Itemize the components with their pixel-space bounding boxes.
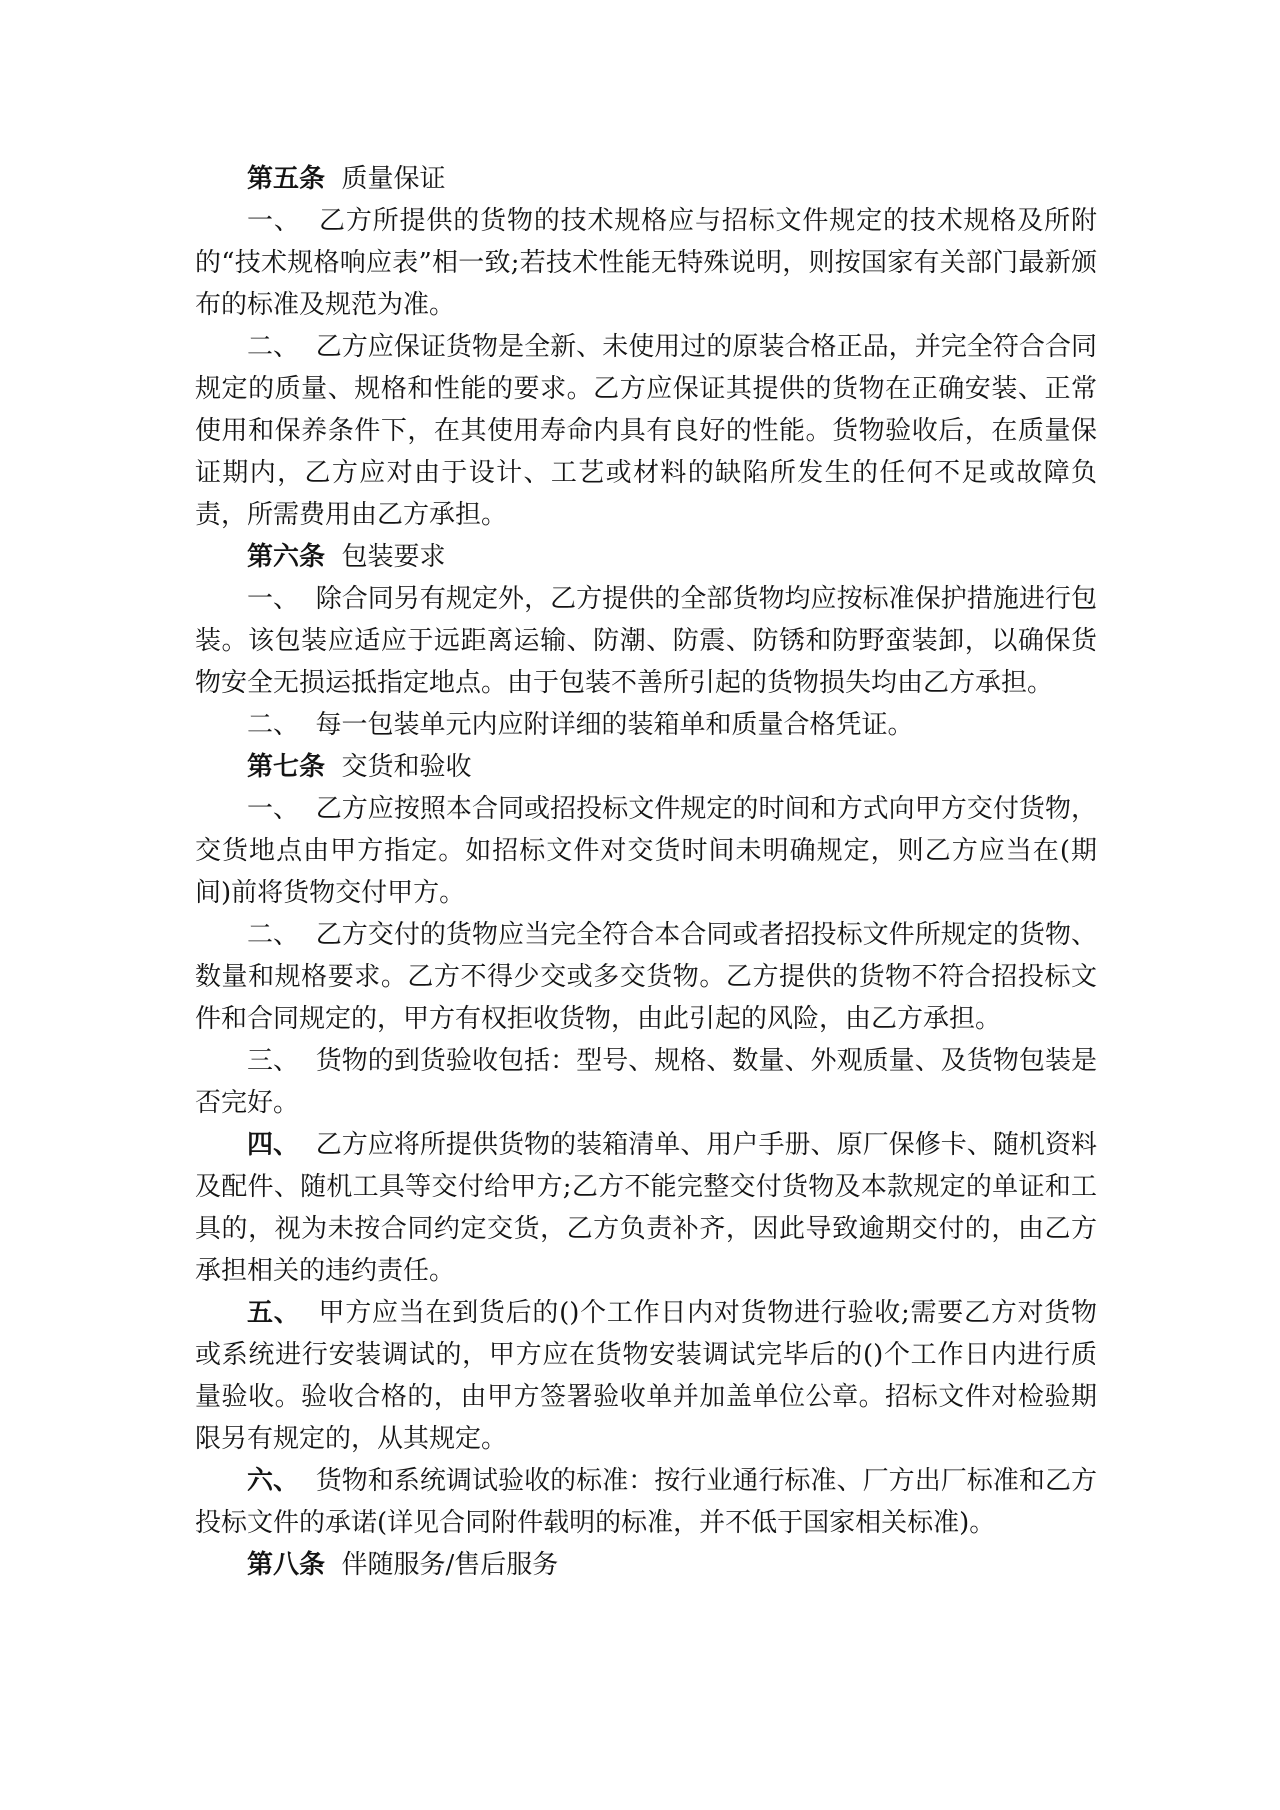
article-7-clause-1: [195, 788, 1097, 914]
article-7-clause-4: [195, 1124, 1097, 1292]
article-5-heading: [195, 158, 1097, 200]
clause-number: 四、: [247, 1130, 300, 1160]
clause-number: 二、: [247, 710, 300, 740]
article-6-label: 第六条: [247, 542, 326, 572]
clause-number: 一、: [247, 794, 300, 824]
article-6-heading: [195, 536, 1097, 578]
article-6-clause-1: [195, 578, 1097, 704]
article-6-clause-2: [195, 704, 1097, 746]
clause-text: 乙方应保证货物是全新、未使用过的原装合格正品，并完全符合合同规定的质量、规格和性能的要求。乙方应保证其提供的货物在正确安装、正常使用和保养条件下，在其使用寿命内具有良好的性能。货物验收后，在质量保证期内，乙方应对由于设计、工艺或材料的缺陷所发生的任何不足或故障负责，所需费用由乙方承担。: [195, 332, 1097, 530]
article-5-label: 第五条: [247, 164, 326, 194]
clause-text: 乙方交付的货物应当完全符合本合同或者招投标文件所规定的货物、数量和规格要求。乙方不得少交或多交货物。乙方提供的货物不符合招投标文件和合同规定的，甲方有权拒收货物，由此引起的风险，由乙方承担。: [195, 920, 1097, 1034]
clause-text: 甲方应当在到货后的()个工作日内对货物进行验收;需要乙方对货物或系统进行安装调试的，甲方应在货物安装调试完毕后的()个工作日内进行质量验收。验收合格的，由甲方签署验收单并加盖单位公章。招标文件对检验期限另有规定的，从其规定。: [195, 1298, 1097, 1454]
article-7-clause-3: [195, 1040, 1097, 1124]
article-8-title: 伴随服务/售后服务: [341, 1550, 559, 1580]
clause-text: 乙方所提供的货物的技术规格应与招标文件规定的技术规格及所附的“技术规格响应表”相一致;若技术性能无特殊说明，则按国家有关部门最新颁布的标准及规范为准。: [195, 206, 1097, 320]
article-6-title: 包装要求: [341, 542, 446, 572]
clause-text: 乙方应将所提供货物的装箱清单、用户手册、原厂保修卡、随机资料及配件、随机工具等交付给甲方;乙方不能完整交付货物及本款规定的单证和工具的，视为未按合同约定交货，乙方负责补齐，因此导致逾期交付的，由乙方承担相关的违约责任。: [195, 1130, 1097, 1286]
clause-text: 乙方应按照本合同或招投标文件规定的时间和方式向甲方交付货物，交货地点由甲方指定。如招标文件对交货时间未明确规定，则乙方应当在(期间)前将货物交付甲方。: [195, 794, 1097, 908]
clause-text: 每一包装单元内应附详细的装箱单和质量合格凭证。: [315, 710, 914, 740]
clause-number: 三、: [247, 1046, 300, 1076]
clause-number: 一、: [247, 206, 301, 236]
article-7-clause-6: [195, 1460, 1097, 1544]
article-8-heading: [195, 1544, 1097, 1586]
article-8-label: 第八条: [247, 1550, 326, 1580]
article-5-clause-1: [195, 200, 1097, 326]
article-7-label: 第七条: [247, 752, 326, 782]
article-5-title: 质量保证: [341, 164, 446, 194]
article-7-clause-2: [195, 914, 1097, 1040]
article-7-title: 交货和验收: [341, 752, 472, 782]
article-5-clause-2: [195, 326, 1097, 536]
clause-number: 二、: [247, 332, 300, 362]
clause-number: 六、: [247, 1466, 300, 1496]
article-7-clause-5: [195, 1292, 1097, 1460]
article-7-heading: [195, 746, 1097, 788]
document-body: [195, 158, 1097, 1586]
clause-text: 除合同另有规定外，乙方提供的全部货物均应按标准保护措施进行包装。该包装应适应于远距离运输、防潮、防震、防锈和防野蛮装卸，以确保货物安全无损运抵指定地点。由于包装不善所引起的货物损失均由乙方承担。: [195, 584, 1097, 698]
clause-text: 货物和系统调试验收的标准：按行业通行标准、厂方出厂标准和乙方投标文件的承诺(详见合同附件载明的标准，并不低于国家相关标准)。: [195, 1466, 1097, 1538]
clause-number: 五、: [247, 1298, 301, 1328]
clause-number: 二、: [247, 920, 300, 950]
clause-number: 一、: [247, 584, 300, 614]
clause-text: 货物的到货验收包括：型号、规格、数量、外观质量、及货物包装是否完好。: [195, 1046, 1097, 1118]
